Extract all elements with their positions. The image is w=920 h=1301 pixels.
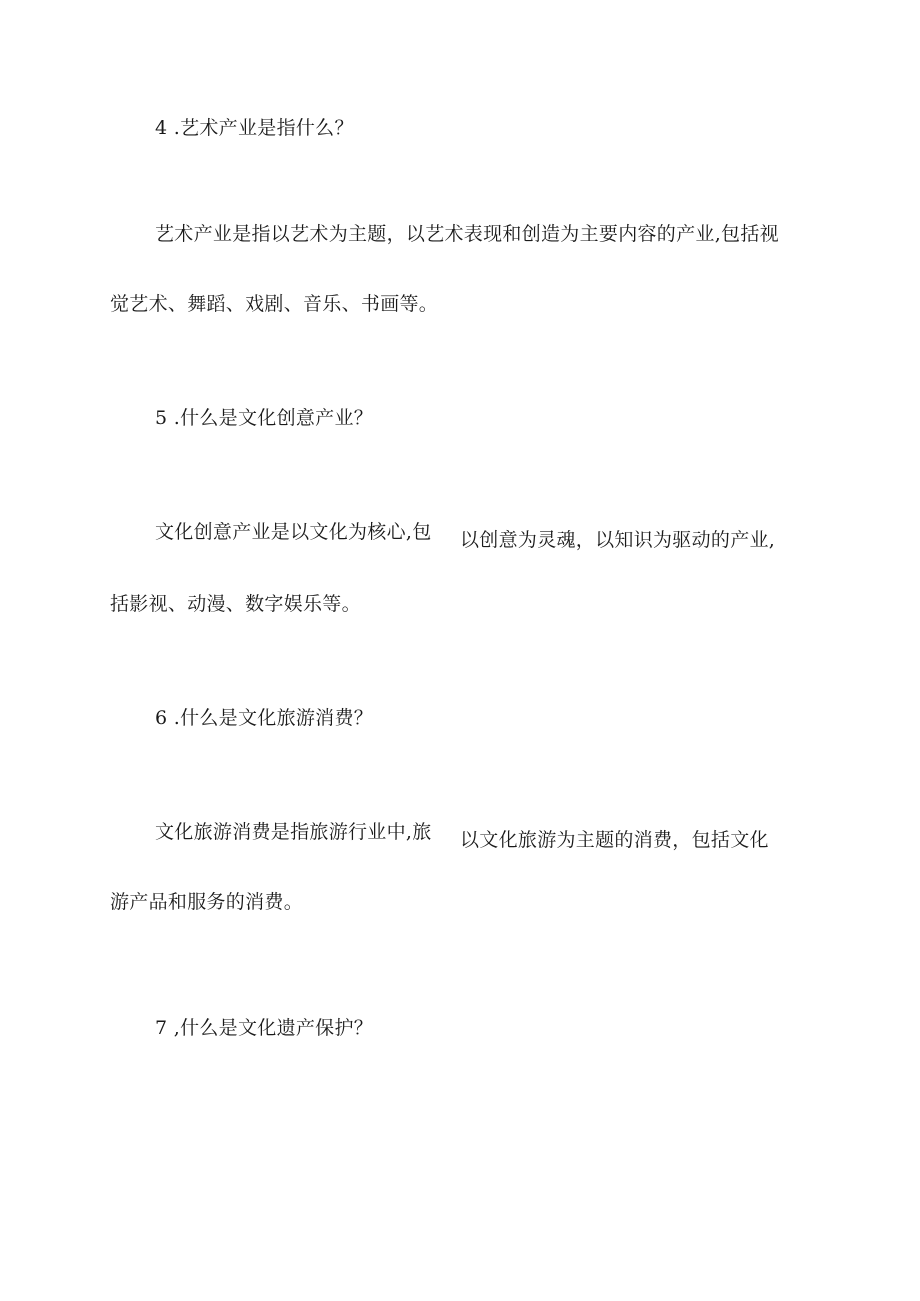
answer-6-line-2: 游产品和服务的消费。	[110, 891, 304, 913]
answer-6-line-1-right: 以文化旅游为主题的消费，包括文化	[460, 829, 769, 851]
question-7-heading: 7 ,什么是文化遗产保护？	[155, 1017, 374, 1039]
answer-5-line-1-right: 以创意为灵魂，以知识为驱动的产业,	[460, 529, 776, 551]
answer-5-line-2: 括影视、动漫、数字娱乐等。	[110, 593, 361, 615]
question-6-heading: 6 .什么是文化旅游消费？	[155, 707, 374, 729]
answer-5-line-1-left: 文化创意产业是以文化为核心,包	[155, 521, 432, 543]
question-4-heading: 4 .艺术产业是指什么？	[155, 117, 354, 139]
answer-4-line-1: 艺术产业是指以艺术为主题，以艺术表现和创造为主要内容的产业,包括视	[155, 223, 779, 245]
question-5-heading: 5 .什么是文化创意产业？	[155, 407, 374, 429]
answer-4-line-2: 觉艺术、舞蹈、戏剧、音乐、书画等。	[110, 293, 439, 315]
answer-6-line-1-left: 文化旅游消费是指旅游行业中,旅	[155, 821, 432, 843]
